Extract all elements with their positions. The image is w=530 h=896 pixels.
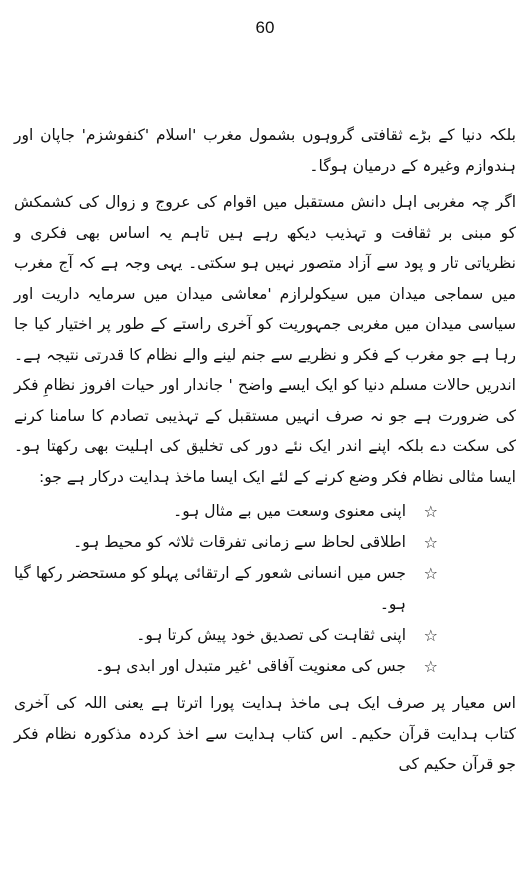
paragraph-3: اس معیار پر صرف ایک ہی ماخذ ہدایت پورا اترتا ہے یعنی اللہ کی آخری کتاب ہدایت قرآن حکیم۔ اس کتاب ہدایت سے اخذ کردہ مذکورہ نظام فکر جو قرآن حکیم کی (14, 694, 516, 773)
paragraph-1: بلکہ دنیا کے بڑے ثقافتی گروہوں بشمول مغرب 'اسلام 'کنفوشزم' جاپان اور ہندوازم وغیرہ کے درمیان ہوگا۔ (14, 126, 516, 175)
star-icon: ☆ (423, 533, 438, 552)
list-item-text: اپنی ثقاہت کی تصدیق خود پیش کرتا ہو۔ (136, 626, 406, 644)
page-body (14, 120, 516, 780)
list-item-text: اطلاقی لحاظ سے زمانی تفرقات ثلاثہ کو محیط ہو۔ (73, 533, 406, 551)
star-icon: ☆ (423, 564, 438, 583)
paragraph-2: اگر چہ مغربی اہل دانش مستقبل میں اقوام کی عروج و زوال کی کشمکش کو مبنی بر ثقافت و تہذیب دیکھ رہے ہیں تاہم یہ اساس بھی فکری و نظریاتی تار و پود سے آزاد متصور نہیں ہو سکتی۔ یہی وجہ ہے کہ آج مغرب میں سماجی میدان میں سیکولرازم 'معاشی میدان میں سرمایہ داریت اور سیاسی میدان میں مغربی جمہوریت کو آخری راستے کے طور پر اختیار کیا جا رہا ہے جو مغرب کے فکر و نظریے سے جنم لینے والے نظام کا قدرتی نتیجہ ہے۔ اندریں حالات مسلم دنیا کو ایک ایسے واضح ' جاندار اور حیات افروز نظامِ فکر کی ضرورت ہے جو نہ صرف انہیں مستقبل کے تہذیبی تصادم کا سامنا کرنے کی سکت دے بلکہ اپنے اندر ایک نئے دور کی تخلیق کی اہلیت بھی رکھتا ہو۔ ایسا مثالی نظام فکر وضع کرنے کے لئے ایک ایسا ماخذ ہدایت درکار ہے جو: (14, 193, 516, 486)
list-item-text: جس میں انسانی شعور کے ارتقائی پہلو کو مستحضر رکھا گیا ہو۔ (14, 564, 406, 613)
list-item (14, 496, 516, 527)
page-number: 60 (255, 18, 275, 37)
list-item (14, 651, 516, 682)
star-icon: ☆ (423, 657, 438, 676)
list-item-text: جس کی معنویت آفاقی 'غیر متبدل اور ابدی ہو۔ (95, 657, 406, 675)
list-item (14, 558, 516, 620)
list-item (14, 620, 516, 651)
star-icon: ☆ (423, 502, 438, 521)
star-icon: ☆ (423, 626, 438, 645)
list-item (14, 527, 516, 558)
list-item-text: اپنی معنوی وسعت میں بے مثال ہو۔ (173, 502, 406, 520)
criteria-list (14, 496, 516, 682)
